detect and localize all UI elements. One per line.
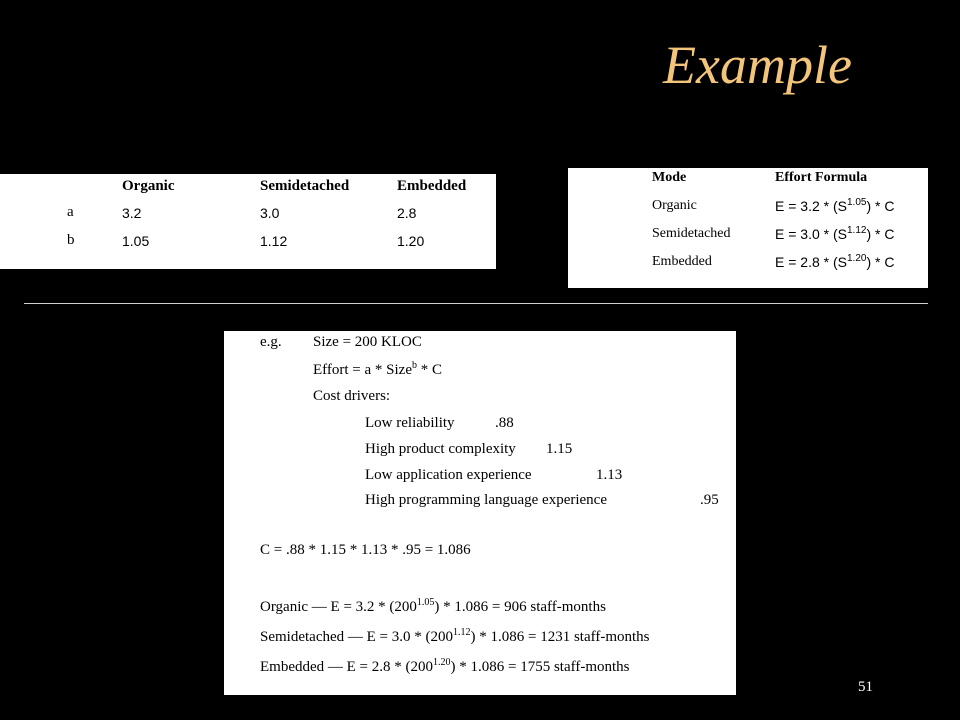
slide-title: Example bbox=[663, 35, 852, 95]
driver-value: 1.15 bbox=[546, 441, 573, 457]
c-calculation: C = .88 * 1.15 * 1.13 * .95 = 1.086 bbox=[260, 542, 471, 558]
cell-b-organic: 1.05 bbox=[122, 233, 150, 249]
mode-organic: Organic bbox=[652, 198, 697, 213]
eg-label: e.g. bbox=[260, 334, 282, 350]
header-embedded: Embedded bbox=[397, 178, 467, 194]
driver-name: Low reliability bbox=[365, 415, 455, 431]
result-embedded: Embedded — $E = 2.8 * (200^{1.20}) * 1.086 = 1755$ staff-months bbox=[260, 657, 630, 675]
driver-name: High product complexity bbox=[365, 441, 516, 457]
cell-b-semidetached: 1.12 bbox=[260, 233, 288, 249]
cost-drivers-label: Cost drivers: bbox=[313, 388, 391, 404]
header-organic: Organic bbox=[122, 178, 175, 194]
mode-embedded: Embedded bbox=[652, 254, 712, 269]
cell-a-embedded: 2.8 bbox=[397, 205, 417, 221]
effort-line: Effort = a * Size$^b$ * C bbox=[313, 360, 443, 378]
row-label-b: b bbox=[67, 232, 75, 248]
cell-a-organic: 3.2 bbox=[122, 205, 142, 221]
cell-b-embedded: 1.20 bbox=[397, 233, 425, 249]
horizontal-divider bbox=[24, 303, 928, 304]
driver-value: .88 bbox=[495, 415, 514, 431]
result-semidetached: Semidetached — $E = 3.0 * (200^{1.12}) * 1.086 = 1231$ staff-months bbox=[260, 627, 650, 645]
formula-organic: $E = 3.2 * (S^{1.05}) * C$ bbox=[775, 197, 895, 214]
cell-a-semidetached: 3.0 bbox=[260, 205, 280, 221]
coefficients-table bbox=[0, 174, 496, 269]
worked-example bbox=[224, 331, 736, 695]
result-organic: Organic — $E = 3.2 * (200^{1.05}) * 1.086 = 906$ staff-months bbox=[260, 597, 606, 615]
header-effort-formula: Effort Formula bbox=[775, 170, 868, 185]
size-line: Size = 200 KLOC bbox=[313, 334, 422, 350]
driver-value: .95 bbox=[700, 492, 719, 508]
header-mode: Mode bbox=[652, 170, 687, 185]
formula-embedded: $E = 2.8 * (S^{1.20}) * C$ bbox=[775, 253, 895, 270]
header-semidetached: Semidetached bbox=[260, 178, 350, 194]
page-number: 51 bbox=[858, 679, 873, 695]
formula-semidetached: $E = 3.0 * (S^{1.12}) * C$ bbox=[775, 225, 895, 242]
row-label-a: a bbox=[67, 204, 74, 220]
effort-formula-table bbox=[568, 168, 928, 288]
mode-semidetached: Semidetached bbox=[652, 226, 731, 241]
driver-name: High programming language experience bbox=[365, 492, 607, 508]
driver-name: Low application experience bbox=[365, 467, 532, 483]
driver-value: 1.13 bbox=[596, 467, 623, 483]
